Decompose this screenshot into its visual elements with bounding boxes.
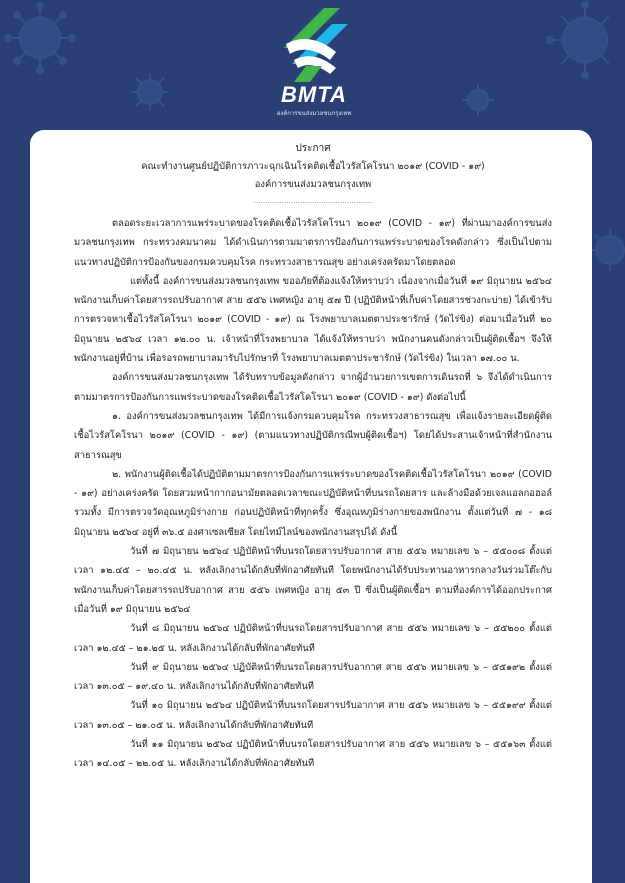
paragraph-item-1: ๑. องค์การขนส่งมวลชนกรุงเทพ ได้มีการแจ้งกรมควบคุมโรค กระทรวงสาธารณสุข เพื่อแจ้งรายละเอียดผู้ติดเชื้อไวรัสโคโรนา ๒๐๑๙ (COVID - ๑๙) (ตามแนวทางปฏิบัติกรณีพบผู้ติดเชื้อฯ) โดยได้ประสานเจ้าหน้าที่สำนักงานสาธารณสุข: [74, 410, 552, 461]
announcement-title: [74, 140, 552, 194]
virus-icon: [131, 73, 169, 111]
bmta-emblem-icon: [274, 4, 352, 86]
paragraph-measures: องค์การขนส่งมวลชนกรุงเทพ ได้รับทราบข้อมูลดังกล่าว จากผู้อำนวยการเขตการเดินรถที่ ๖ จึงได้ดำเนินการตามมาตรการป้องกันการแพร่ระบาดของโรคติดเชื้อไวรัสโคโรนา ๒๐๑๙ (COVID - ๑๙) ดังต่อไปนี้: [74, 372, 552, 403]
paragraph-apology: แต่ทั้งนี้ องค์การขนส่งมวลชนกรุงเทพ ขออภัยที่ต้องแจ้งให้ทราบว่า เนื่องจากเมื่อวันที่ ๑๙ มิถุนายน ๒๕๖๔ พนักงานเก็บค่าโดยสารรถปรับอากาศ สาย ๕๕๖ เพศหญิง อายุ ๕๗ ปี (ปฏิบัติหน้าที่เก็บค่าโดยสารช่วงกะบ่าย) ได้เข้ารับการตรวจหาเชื้อไวรัสโคโรนา ๒๐๑๙ (COVID - ๑๙) ณ โรงพยาบาลเมตตาประชารักษ์ (วัดไร่ขิง) ต่อมาเมื่อวันที่ ๒๐ มิถุนายน ๒๕๖๔ เวลา ๑๒.๐๐ น. เจ้าหน้าที่โรงพยาบาล ได้แจ้งให้ทราบว่า พนักงานคนดังกล่าวเป็นผู้ติดเชื้อฯ จึงให้พนักงานอยู่ที่บ้าน เพื่อรอรถพยาบาลมารับไปรักษาที่ โรงพยาบาลเมตตาประชารักษ์ (วัดไร่ขิง) ในเวลา ๑๗.๐๐ น.: [74, 275, 552, 365]
timeline-day-9: วันที่ ๙ มิถุนายน ๒๕๖๔ ปฏิบัติหน้าที่บนรถโดยสารปรับอากาศ สาย ๕๕๖ หมายเลข ๖ – ๕๕๑๙๒ ตั้งแต่เวลา ๑๓.๐๕ – ๑๙.๔๐ น. หลังเลิกงานได้กลับที่พักอาศัยทันที: [74, 661, 552, 693]
logo-subtitle: องค์การขนส่งมวลชนกรุงเทพ: [276, 110, 352, 117]
virus-icon: [589, 229, 624, 271]
title-line-1: ประกาศ: [295, 143, 331, 154]
title-divider: ……………………………………………: [253, 197, 373, 205]
paragraph-intro: ตลอดระยะเวลาการแพร่ระบาดของโรคติดเชื้อไวรัสโคโรนา ๒๐๑๙ (COVID - ๑๙) ที่ผ่านมาองค์การขนส่งมวลชนกรุงเทพ กระทรวงคมนาคม ได้ดำเนินการตามมาตรการป้องกันการแพร่ระบาดของโรคดังกล่าว ซึ่งเป็นไปตามแนวทางปฏิบัติการป้องกันของกรมควบคุมโรค กระทรวงสาธารณสุข อย่างเคร่งครัดมาโดยตลอด: [74, 218, 552, 268]
timeline-day-8: วันที่ ๘ มิถุนายน ๒๕๖๔ ปฏิบัติหน้าที่บนรถโดยสารปรับอากาศ สาย ๕๕๖ หมายเลข ๖ – ๕๕๒๐๐ ตั้งแต่เวลา ๑๒.๔๕ – ๒๑.๒๕ น. หลังเลิกงานได้กลับที่พักอาศัยทันที: [74, 623, 552, 654]
timeline-day-10: วันที่ ๑๐ มิถุนายน ๒๕๖๔ ปฏิบัติหน้าที่บนรถโดยสารปรับอากาศ สาย ๕๕๖ หมายเลข ๖ – ๕๕๑๙๙ ตั้งแต่เวลา ๑๓.๐๕ – ๒๑.๐๕ น. หลังเลิกงานได้กลับที่พักอาศัยทันที: [74, 700, 552, 731]
timeline-day-11: วันที่ ๑๑ มิถุนายน ๒๕๖๔ ปฏิบัติหน้าที่บนรถโดยสารปรับอากาศ สาย ๕๕๖ หมายเลข ๖ – ๕๕๑๖๓ ตั้งแต่เวลา ๑๔.๐๕ – ๒๒.๐๕ น. หลังเลิกงานได้กลับที่พักอาศัยทันที: [74, 739, 552, 770]
paragraph-item-2: ๒. พนักงานผู้ติดเชื้อได้ปฏิบัติตามมาตรการป้องกันการแพร่ระบาดของโรคติดเชื้อไวรัสโคโรนา ๒๐๑๙ (COVID - ๑๙) อย่างเคร่งครัด โดยสวมหน้ากากอนามัยตลอดเวลาขณะปฏิบัติหน้าที่บนรถโดยสาร และล้างมือด้วยเจลแอลกอฮอล์ รวมทั้ง มีการตรวจวัดอุณหภูมิร่างกาย ก่อนปฏิบัติหน้าที่ทุกครั้ง ซึ่งอุณหภูมิร่างกายของพนักงาน ตั้งแต่วันที่ ๗ - ๑๘ มิถุนายน ๒๕๖๔ อยู่ที่ ๓๖.๕ องศาเซลเซียส โดยไทม์ไลน์ของพนักงานสรุปได้ ดังนี้: [74, 468, 552, 538]
announcement-paper: [30, 130, 592, 883]
virus-icon: [462, 84, 494, 116]
logo-name: BMTA: [281, 82, 347, 107]
virus-icon: [5, 3, 75, 73]
announcement-content: [74, 140, 552, 774]
bmta-logo: [262, 4, 366, 126]
title-line-2: คณะทำงานศูนย์ปฏิบัติการภาวะฉุกเฉินโรคติดเชื้อไวรัสโคโรนา ๒๐๑๙ (COVID - ๑๙): [141, 161, 485, 172]
title-line-3: องค์การขนส่งมวลชนกรุงเทพ: [254, 179, 372, 190]
virus-icon: [547, 2, 609, 78]
timeline-day-7: วันที่ ๗ มิถุนายน ๒๕๖๔ ปฏิบัติหน้าที่บนรถโดยสารปรับอากาศ สาย ๕๕๖ หมายเลข ๖ – ๕๕๐๐๘ ตั้งแต่เวลา ๑๒.๔๕ – ๒๐.๔๕ น. หลังเลิกงานได้กลับที่พักอาศัยทันที โดยพนักงานได้รับประทานอาหารกลางวันร่วมโต๊ะกับ พนักงานเก็บค่าโดยสารรถปรับอากาศ สาย ๕๕๖ เพศหญิง อายุ ๕๓ ปี ซึ่งเป็นผู้ติดเชื้อฯ ตามที่องค์การได้ออกประกาศ เมื่อวันที่ ๑๙ มิถุนายน ๒๕๖๔: [74, 546, 552, 615]
